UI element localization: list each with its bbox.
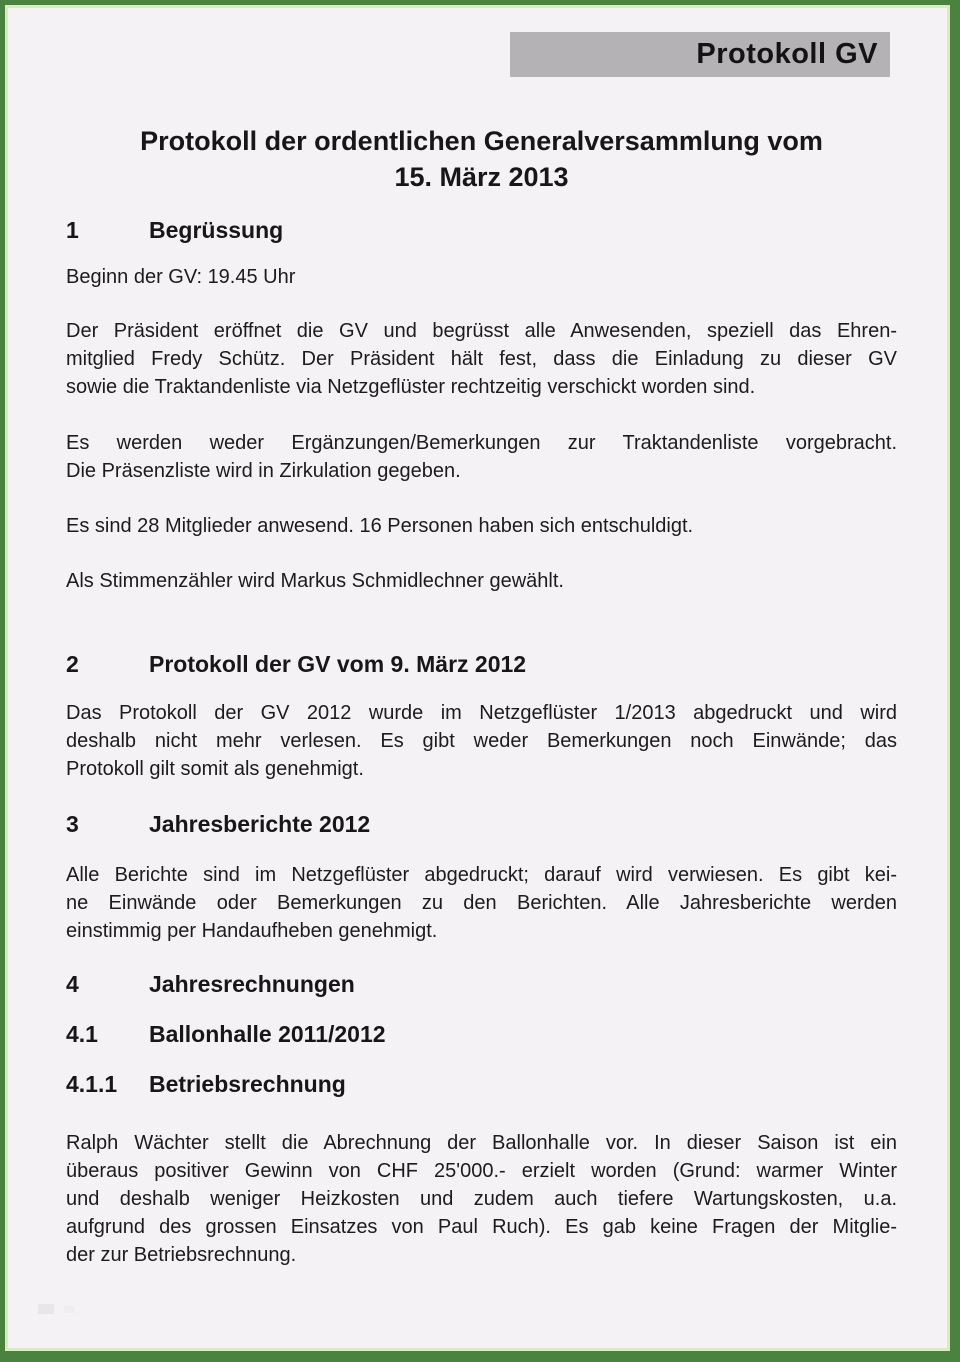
section-4-1-heading xyxy=(66,1019,897,1049)
section-number: 2 xyxy=(66,651,79,677)
section-3-heading xyxy=(66,809,897,839)
header-title: Protokoll GV xyxy=(696,38,878,70)
section-title: Jahresrechnungen xyxy=(149,971,355,997)
document-title-line2: 15. März 2013 xyxy=(394,162,569,192)
paragraph-line: Protokoll gilt somit als genehmigt. xyxy=(66,758,364,780)
section-1-heading xyxy=(66,215,897,245)
document-page xyxy=(8,8,947,1348)
scan-artifact xyxy=(64,1306,74,1313)
paragraph-line: Es sind 28 Mitglieder anwesend. 16 Personen haben sich entschuldigt. xyxy=(66,515,694,537)
section-number: 3 xyxy=(66,811,79,837)
paragraph-line: einstimmig per Handaufheben genehmigt. xyxy=(66,920,438,942)
paragraph-line: überaus positiver Gewinn von CHF 25'000.- erzielt worden (Grund: warmer Winter xyxy=(66,1160,897,1182)
scan-artifact xyxy=(38,1304,54,1314)
section-2-paragraph-1 xyxy=(66,699,897,783)
section-number: 4.1 xyxy=(66,1021,98,1047)
paragraph-line: Die Präsenzliste wird in Zirkulation gegeben. xyxy=(66,460,461,482)
paragraph-line: sowie die Traktandenliste via Netzgeflüster rechtzeitig verschickt worden sind. xyxy=(66,376,756,398)
section-1-paragraph-2 xyxy=(66,429,897,485)
paragraph-line: Der Präsident eröffnet die GV und begrüsst alle Anwesenden, speziell das Ehren- xyxy=(66,320,897,342)
paragraph-line: Beginn der GV: 19.45 Uhr xyxy=(66,266,296,288)
document-title-line1: Protokoll der ordentlichen Generalversammlung vom xyxy=(140,126,823,156)
paragraph-line: Das Protokoll der GV 2012 wurde im Netzgeflüster 1/2013 abgedruckt und wird xyxy=(66,702,897,724)
section-title: Protokoll der GV vom 9. März 2012 xyxy=(149,651,527,677)
section-1-paragraph-1 xyxy=(66,317,897,401)
section-2-heading xyxy=(66,649,897,679)
paragraph-line: Es werden weder Ergänzungen/Bemerkungen zur Traktandenliste vorgebracht. xyxy=(66,432,897,454)
paragraph-line: deshalb nicht mehr verlesen. Es gibt weder Bemerkungen noch Einwände; das xyxy=(66,730,897,752)
section-title: Begrüssung xyxy=(149,217,284,243)
header-title-box xyxy=(510,32,890,77)
paragraph-line: Als Stimmenzähler wird Markus Schmidlechner gewählt. xyxy=(66,570,564,592)
paragraph-line: der zur Betriebsrechnung. xyxy=(66,1244,297,1266)
section-4-paragraph-1 xyxy=(66,1129,897,1269)
section-number: 1 xyxy=(66,217,79,243)
section-title: Jahresberichte 2012 xyxy=(149,811,371,837)
paragraph-line: ne Einwände oder Bemerkungen zu den Berichten. Alle Jahresberichte werden xyxy=(66,892,897,914)
section-4-heading xyxy=(66,969,897,999)
paragraph-line: und deshalb weniger Heizkosten und zudem auch tiefere Wartungskosten, u.a. xyxy=(66,1188,897,1210)
paragraph-line: Ralph Wächter stellt die Abrechnung der Ballonhalle vor. In dieser Saison ist ein xyxy=(66,1132,897,1154)
document-title xyxy=(66,123,897,195)
section-number: 4.1.1 xyxy=(66,1071,118,1097)
section-3-paragraph-1 xyxy=(66,861,897,945)
paragraph-line: Alle Berichte sind im Netzgeflüster abgedruckt; darauf wird verwiesen. Es gibt kei- xyxy=(66,864,897,886)
section-title: Ballonhalle 2011/2012 xyxy=(149,1021,386,1047)
page-frame-inner xyxy=(5,5,950,1351)
paragraph-line: aufgrund des grossen Einsatzes von Paul Ruch). Es gab keine Fragen der Mitglie- xyxy=(66,1216,897,1238)
section-number: 4 xyxy=(66,971,79,997)
section-1-paragraph-4 xyxy=(66,567,897,595)
section-4-1-1-heading xyxy=(66,1069,897,1099)
paragraph-line: mitglied Fredy Schütz. Der Präsident hält fest, dass die Einladung zu dieser GV xyxy=(66,348,897,370)
section-title: Betriebsrechnung xyxy=(149,1071,346,1097)
section-1-paragraph-3 xyxy=(66,512,897,540)
